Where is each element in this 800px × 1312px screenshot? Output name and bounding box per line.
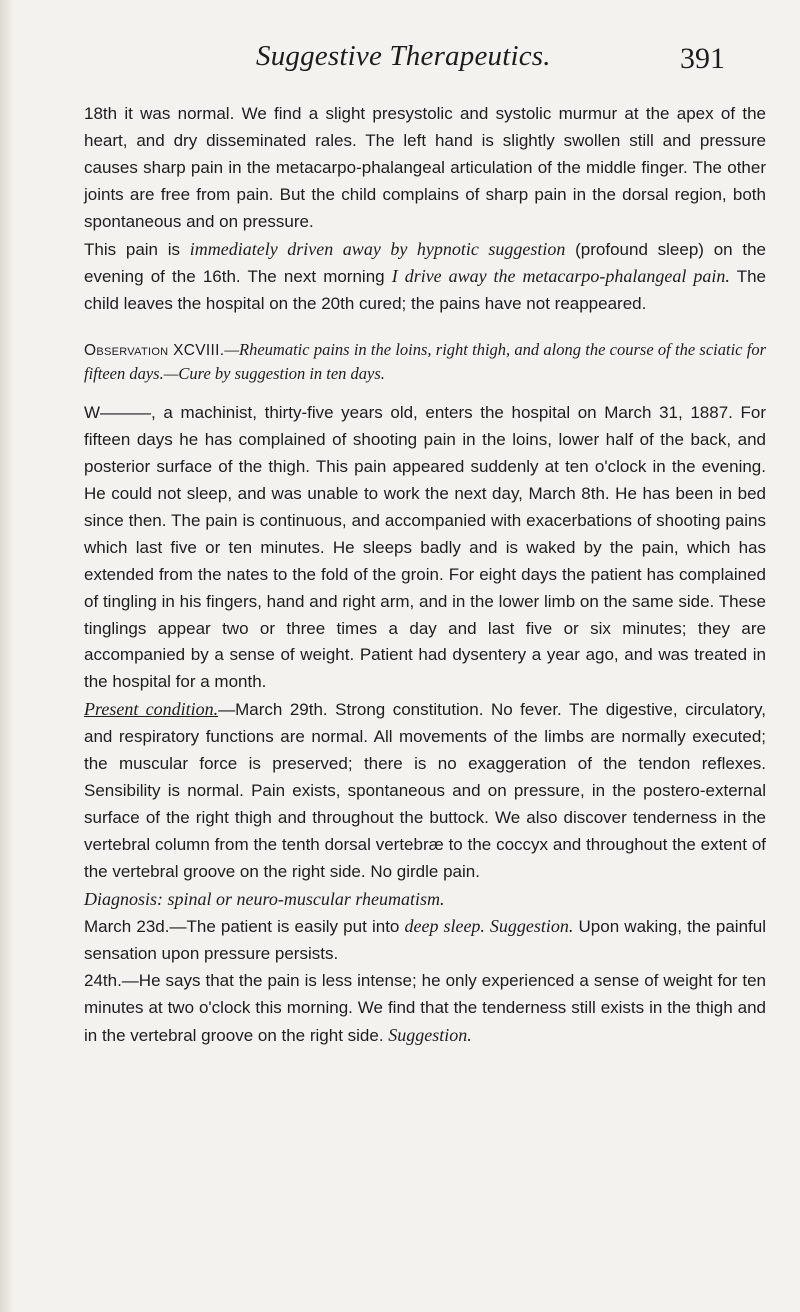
paragraph-6 (84, 913, 766, 968)
paragraph-4 (84, 696, 766, 885)
paragraph-3-text: W———, a machinist, thirty-five years old, enters the hospital on March 31, 1887. For fifteen days he has complained of shooting pain in the loins, lower half of the back, and posterior surface of the thigh. This pain appeared suddenly at ten o'clock in the evening. He could not sleep, and was unable to work the next day, March 8th. He has been in bed since then. The pain is continuous, and accompanied with exacerbations of shooting pains which last five or ten minutes. He sleeps badly and is waked by the pain, which has extended from the nates to the fold of the groin. For eight days the patient has complained of tingling in his fingers, hand and right arm, and in the lower limb on the same side. These tinglings appear two or three times a day and last five or six minutes; they are accompanied by a sense of weight. Patient had dysentery a year ago, and was treated in the hospital for a month. (84, 403, 766, 692)
paragraph-1 (84, 101, 766, 236)
paragraph-4-text: —March 29th. Strong constitution. No fever. The digestive, circulatory, and respiratory functions are normal. All movements of the limbs are normally executed; the muscular force is preserved; there is no exaggeration of the tendon reflexes. Sensibility is normal. Pain exists, spontaneous and on pressure, in the postero-external surface of the right thigh and throughout the buttock. We also discover tenderness in the vertebral column from the tenth dorsal vertebræ to the coccyx and throughout the extent of the vertebral groove on the right side. No girdle pain. (84, 700, 767, 881)
paragraph-3 (84, 400, 766, 696)
paragraph-7-text: 24th.—He says that the pain is less intense; he only experienced a sense of weight for ten minutes at two o'clock this morning. We find that the tenderness still exists in the thigh and in the vertebral groove on the right side. (84, 971, 766, 1046)
running-title: Suggestive Therapeutics. (256, 40, 551, 72)
observation-heading (84, 338, 766, 386)
paragraph-2-text-b: (profound sleep) on the evening of the 16th. The next morning (84, 239, 767, 287)
paragraph-6-text-b: Upon waking, the painful sensation upon pressure persists. (84, 917, 766, 964)
paragraph-2-text-a: This pain is (84, 239, 190, 259)
diagnosis-line: Diagnosis: spinal or neuro-muscular rheumatism. (84, 888, 445, 909)
page-header (0, 40, 800, 84)
paragraph-2-italic-b: I drive away the metacarpo-phalangeal pain. (391, 266, 730, 287)
body-text (84, 101, 766, 1050)
paragraph-6-text-a: March 23d.—The patient is easily put into (84, 917, 405, 937)
page-edge-shadow (0, 0, 14, 1312)
observation-title: —Rheumatic pains in the loins, right thigh, and along the course of the sciatic for fifteen days.—Cure by suggestion in ten days. (84, 340, 766, 384)
present-condition-heading: Present condition. (84, 699, 219, 720)
paragraph-2 (84, 236, 766, 319)
observation-label: Observation XCVIII. (84, 342, 225, 360)
paragraph-7-italic: Suggestion. (388, 1025, 472, 1046)
paragraph-2-text-c: The child leaves the hospital on the 20th cured; the pains have not reappeared. (84, 267, 766, 314)
paragraph-1-text: 18th it was normal. We find a slight presystolic and systolic murmur at the apex of the heart, and dry disseminated rales. The left hand is slightly swollen still and pressure causes sharp pain in the metacarpo-phalangeal articulation of the middle finger. The other joints are free from pain. But the child complains of sharp pain in the dorsal region, both spontaneous and on pressure. (84, 104, 766, 231)
paragraph-2-italic-a: immediately driven away by hypnotic suggestion (189, 238, 566, 259)
paragraph-6-italic: deep sleep. Suggestion. (404, 916, 574, 937)
page-number: 391 (680, 42, 725, 75)
paragraph-5 (84, 886, 766, 914)
paragraph-7 (84, 968, 766, 1050)
